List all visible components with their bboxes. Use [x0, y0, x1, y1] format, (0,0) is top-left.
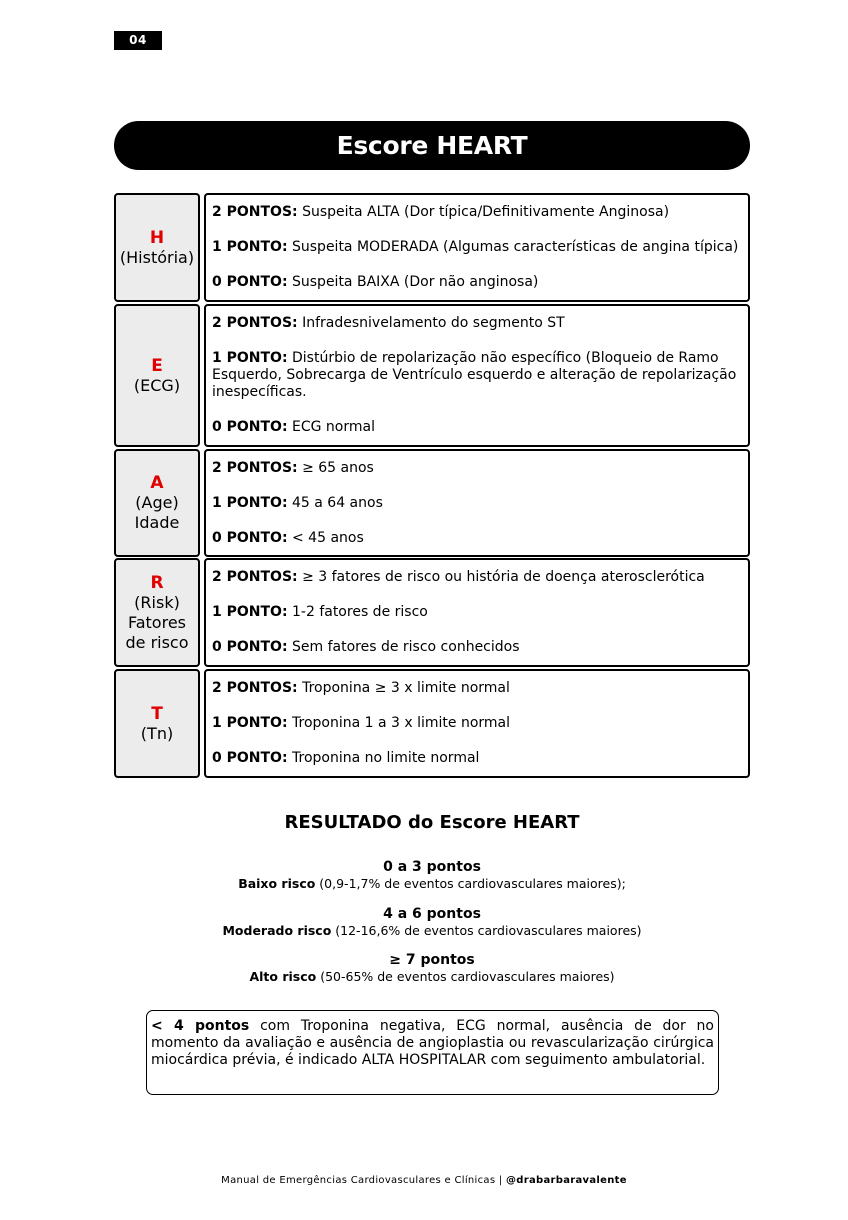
criterion-label: (Age): [135, 493, 179, 512]
footer-handle: @drabarbaravalente: [506, 1175, 627, 1186]
risk-label: Baixo risco: [238, 876, 316, 891]
footer-text: Manual de Emergências Cardiovasculares e Clínicas |: [221, 1175, 506, 1186]
score-text: Troponina ≥ 3 x limite normal: [297, 680, 510, 696]
result-heading: RESULTADO do Escore HEART: [284, 812, 580, 833]
score-points: 2 PONTOS:: [212, 569, 298, 585]
result-risk: [114, 923, 750, 939]
score-text: Infradesnivelamento do segmento ST: [297, 315, 565, 331]
result-level-moderate: [114, 906, 750, 939]
criterion-label-box: [114, 193, 200, 302]
criterion-label-box: [114, 449, 200, 557]
score-points: 0 PONTO:: [212, 419, 288, 435]
criterion-label-box: [114, 669, 200, 778]
criterion-description: [204, 304, 750, 447]
criterion-label: (Tn): [140, 723, 174, 743]
note-text: com Troponina negativa, ECG normal, ausência de dor no momento da avaliação e ausência de angioplastia ou revascularização cirúrgica miocárdica prévia, é indicado ALTA HOSPITALAR com seguimento ambulatorial.: [151, 1018, 714, 1068]
score-points: 1 PONTO:: [212, 350, 288, 366]
criterion-description: [204, 558, 750, 667]
criterion-label-secondary: Fatores de risco: [125, 612, 189, 652]
score-points: 0 PONTO:: [212, 639, 288, 655]
result-range: 4 a 6 pontos: [383, 906, 481, 922]
result-risk: [114, 876, 750, 892]
criterion-label: (ECG): [133, 375, 181, 395]
score-line: [212, 530, 742, 547]
score-points: 2 PONTOS:: [212, 460, 298, 476]
criterion-label: (História): [119, 247, 195, 267]
criterion-label: (Risk): [134, 592, 180, 612]
score-points: 0 PONTO:: [212, 274, 288, 290]
score-text: Distúrbio de repolarização não específico (Bloqueio de Ramo Esquerdo, Sobrecarga de Ventrículo esquerdo e alteração de repolarização inespecíficas.: [212, 350, 737, 400]
score-text: Troponina no limite normal: [287, 750, 480, 766]
score-text: Suspeita BAIXA (Dor não anginosa): [287, 274, 539, 290]
score-line: [212, 639, 742, 656]
score-line: [212, 204, 742, 221]
criterion-label-box: [114, 304, 200, 447]
score-points: 2 PONTOS:: [212, 680, 298, 696]
score-line: [212, 419, 742, 436]
score-points: 1 PONTO:: [212, 495, 288, 511]
criterion-description: [204, 669, 750, 778]
note-bold: < 4 pontos: [151, 1018, 250, 1034]
risk-detail: (0,9-1,7% de eventos cardiovasculares maiores);: [315, 876, 626, 891]
heart-row-h: [114, 193, 750, 302]
score-text: Suspeita MODERADA (Algumas características de angina típica): [287, 239, 739, 255]
page-footer: [0, 1175, 848, 1186]
score-text: ≥ 65 anos: [297, 460, 374, 476]
criterion-label-box: [114, 558, 200, 667]
score-points: 2 PONTOS:: [212, 204, 298, 220]
score-line: [212, 239, 742, 256]
score-text: ≥ 3 fatores de risco ou história de doença aterosclerótica: [297, 569, 705, 585]
score-points: 1 PONTO:: [212, 239, 288, 255]
score-line: [212, 350, 742, 401]
risk-detail: (12-16,6% de eventos cardiovasculares maiores): [331, 923, 642, 938]
heart-row-e: [114, 304, 750, 447]
score-line: [212, 715, 742, 732]
result-level-low: [114, 859, 750, 892]
discharge-note: [146, 1010, 719, 1095]
page-title: Escore HEART: [114, 121, 750, 170]
score-text: < 45 anos: [287, 530, 364, 546]
risk-label: Alto risco: [249, 969, 317, 984]
score-points: 0 PONTO:: [212, 750, 288, 766]
risk-detail: (50-65% de eventos cardiovasculares maiores): [316, 969, 615, 984]
heart-row-r: [114, 558, 750, 667]
score-text: Sem fatores de risco conhecidos: [287, 639, 520, 655]
score-points: 1 PONTO:: [212, 715, 288, 731]
score-points: 2 PONTOS:: [212, 315, 298, 331]
score-line: [212, 274, 742, 291]
criterion-description: [204, 449, 750, 557]
score-text: Suspeita ALTA (Dor típica/Definitivamente Anginosa): [297, 204, 670, 220]
score-text: Troponina 1 a 3 x limite normal: [287, 715, 511, 731]
score-line: [212, 680, 742, 697]
heart-row-a: [114, 449, 750, 557]
score-text: ECG normal: [287, 419, 375, 435]
score-points: 1 PONTO:: [212, 604, 288, 620]
result-range: ≥ 7 pontos: [389, 952, 475, 968]
score-line: [212, 604, 742, 621]
criterion-letter: R: [150, 572, 164, 593]
heart-row-t: [114, 669, 750, 778]
criterion-description: [204, 193, 750, 302]
score-text: 45 a 64 anos: [287, 495, 383, 511]
score-line: [212, 569, 742, 586]
score-points: 0 PONTO:: [212, 530, 288, 546]
risk-label: Moderado risco: [222, 923, 332, 938]
criterion-letter: H: [149, 227, 165, 248]
result-risk: [114, 969, 750, 985]
score-line: [212, 460, 742, 477]
page-number: 04: [114, 31, 162, 50]
score-text: 1-2 fatores de risco: [287, 604, 428, 620]
criterion-letter: A: [150, 473, 164, 493]
criterion-letter: T: [151, 703, 163, 724]
score-line: [212, 315, 742, 332]
result-level-high: [114, 952, 750, 985]
score-line: [212, 495, 742, 512]
score-line: [212, 750, 742, 767]
criterion-label-secondary: Idade: [134, 513, 180, 532]
criterion-letter: E: [151, 355, 163, 376]
result-range: 0 a 3 pontos: [383, 859, 481, 875]
